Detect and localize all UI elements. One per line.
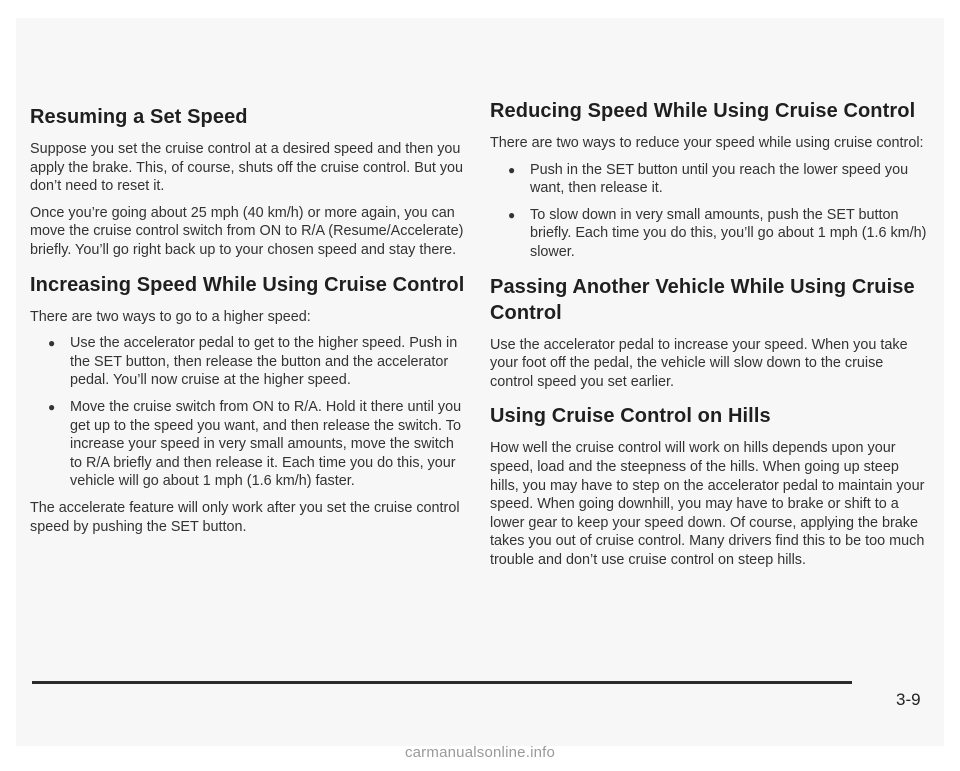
watermark: carmanualsonline.info xyxy=(404,744,556,761)
page-number: 3-9 xyxy=(896,690,921,709)
bullet-icon: ● xyxy=(508,207,516,222)
footer-rule xyxy=(32,681,852,684)
heading-resuming-set-speed: Resuming a Set Speed xyxy=(30,106,248,128)
list-item: ● Push in the SET button until you reach the lower speed you want, then release it. xyxy=(508,161,909,197)
heading-passing-vehicle: Passing Another Vehicle While Using Cruise Control xyxy=(490,275,915,324)
paragraph-reducing-intro: There are two ways to reduce your speed while using cruise control: xyxy=(490,135,924,151)
left-column xyxy=(30,104,466,536)
paragraph-accelerate-feature: The accelerate feature will only work after you set the cruise control speed by pushing the SET button. xyxy=(30,499,460,535)
paragraph-passing: Use the accelerator pedal to increase your speed. When you take your foot off the pedal, the vehicle will slow down to the cruise control speed you set earlier. xyxy=(490,336,908,390)
bullet-icon: ● xyxy=(48,336,56,351)
heading-increasing-speed: Increasing Speed While Using Cruise Control xyxy=(30,273,465,296)
paragraph-increasing-intro: There are two ways to go to a higher speed: xyxy=(30,308,311,325)
reducing-speed-list xyxy=(490,161,930,262)
increasing-speed-list xyxy=(30,334,466,491)
heading-hills: Using Cruise Control on Hills xyxy=(490,405,771,428)
right-column xyxy=(490,98,930,570)
paragraph-hills: How well the cruise control will work on hills depends upon your speed, load and the steepness of the hills. When going up steep hills, you may have to step on the accelerator pedal to maintain your speed. When going downhill, you may have to brake or shift to a lower gear to keep your speed down. Of course, applying the brake takes you out of cruise control. Many drivers find this to be too much trouble and don’t use cruise control on steep hills. xyxy=(490,440,925,568)
list-item: ● Move the cruise switch from ON to R/A. Hold it there until you get up to the speed you want, and then release the switch. To increase your speed in very small amounts, move the switch to R/A briefly and then release it. Each time you do this, your vehicle will go about 1 mph (1.6 km/h) faster. xyxy=(48,398,462,490)
heading-reducing-speed: Reducing Speed While Using Cruise Control xyxy=(490,100,916,122)
bullet-icon: ● xyxy=(508,162,516,177)
list-item: ● To slow down in very small amounts, push the SET button briefly. Each time you do this, you’ll go about 1 mph (1.6 km/h) slower. xyxy=(508,206,927,260)
paragraph-resuming-2: Once you’re going about 25 mph (40 km/h) or more again, you can move the cruise control switch from ON to R/A (Resume/Accelerate) briefly. You’ll go right back up to your chosen speed and stay there. xyxy=(30,204,464,258)
manual-page xyxy=(16,18,944,746)
paragraph-resuming-1: Suppose you set the cruise control at a desired speed and then you apply the brake. This, of course, shuts off the cruise control. But you don’t need to reset it. xyxy=(30,141,464,195)
bullet-icon: ● xyxy=(48,399,56,414)
list-item: ● Use the accelerator pedal to get to the higher speed. Push in the SET button, then release the button and the accelerator pedal. You’ll now cruise at the higher speed. xyxy=(48,335,458,389)
